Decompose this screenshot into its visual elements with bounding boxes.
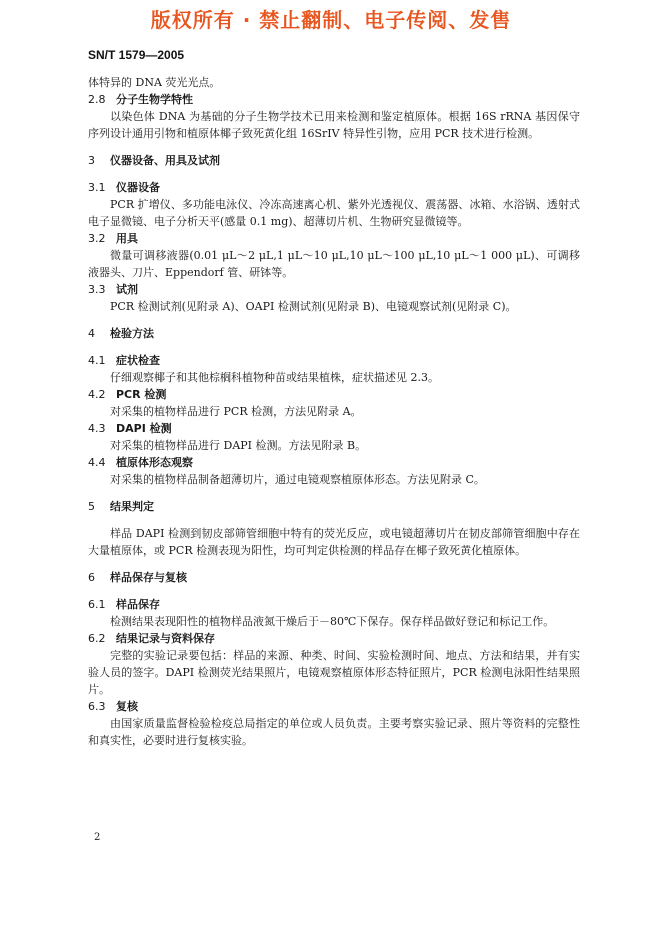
- section-number: 6.1: [88, 598, 106, 611]
- section-title: 结果记录与资料保存: [116, 632, 215, 645]
- page-number: 2: [94, 832, 101, 843]
- section-title: 样品保存: [116, 598, 160, 611]
- section-2-8-text: 以染色体 DNA 为基础的分子生物学技术已用来检测和鉴定植原体。根据 16S rRNA 基因保守序列设计通用引物和植原体椰子致死黄化组 16SrIV 特异性引物，应用 PCR 技术进行检测。: [88, 110, 580, 140]
- section-number: 4: [88, 327, 95, 340]
- section-4-3-heading: [88, 420, 580, 437]
- section-3-heading: [88, 152, 580, 169]
- section-4-4-heading: [88, 454, 580, 471]
- section-4-1-heading: [88, 352, 580, 369]
- section-6-2-heading: [88, 630, 580, 647]
- section-4-2-heading: [88, 386, 580, 403]
- section-number: 4.3: [88, 422, 106, 435]
- section-title: 分子生物学特性: [116, 93, 193, 106]
- section-title: 结果判定: [110, 500, 154, 513]
- section-6-1-text: 检测结果表现阳性的植物样品液氮干燥后于－80℃下保存。保存样品做好登记和标记工作。: [110, 615, 555, 628]
- section-number: 4.2: [88, 388, 106, 401]
- section-title: DAPI 检测: [116, 422, 172, 435]
- section-6-2-text: 完整的实验记录要包括：样品的来源、种类、时间、实验检测时间、地点、方法和结果，并有实验人员的签字。DAPI 检测荧光结果照片，电镜观察植原体形态特征照片，PCR 检测电泳阳性结果照片。: [88, 649, 580, 696]
- section-title: 仪器设备: [116, 181, 160, 194]
- section-4-4-text: 对采集的植物样品制备超薄切片，通过电镜观察植原体形态。方法见附录 C。: [110, 473, 485, 486]
- section-6-heading: [88, 569, 580, 586]
- section-4-3-text: 对采集的植物样品进行 DAPI 检测。方法见附录 B。: [110, 439, 367, 452]
- section-number: 5: [88, 500, 95, 513]
- section-6-3-text: 由国家质量监督检验检疫总局指定的单位或人员负责。主要考察实验记录、照片等资料的完整性和真实性，必要时进行复核实验。: [88, 717, 580, 747]
- section-title: 复核: [116, 700, 138, 713]
- section-number: 6.2: [88, 632, 106, 645]
- section-title: 症状检查: [116, 354, 160, 367]
- section-title: 植原体形态观察: [116, 456, 193, 469]
- section-2-8-heading: [88, 91, 580, 108]
- section-title: 样品保存与复核: [110, 571, 187, 584]
- standard-code: SN/T 1579—2005: [88, 48, 185, 62]
- section-3-2-text: 微量可调移液器(0.01 μL～2 μL,1 μL～10 μL,10 μL～100 μL,10 μL～1 000 μL)、可调移液器头、刀片、Eppendorf 管、研钵等。: [88, 249, 580, 279]
- section-title: 用具: [116, 232, 138, 245]
- section-5-text: 样品 DAPI 检测到韧皮部筛管细胞中特有的荧光反应，或电镜超薄切片在韧皮部筛管细胞中存在大量植原体，或 PCR 检测表现为阳性，均可判定供检测的样品存在椰子致死黄化植原体。: [88, 527, 580, 557]
- section-number: 3.2: [88, 232, 106, 245]
- intro-paragraph: 体特异的 DNA 荧光光点。: [88, 76, 221, 89]
- section-number: 6: [88, 571, 95, 584]
- section-5-heading: [88, 498, 580, 515]
- watermark-text: 版权所有 · 禁止翻制、电子传阅、发售: [150, 8, 512, 32]
- section-number: 3: [88, 154, 95, 167]
- section-number: 3.3: [88, 283, 106, 296]
- section-3-3-heading: [88, 281, 580, 298]
- section-number: 6.3: [88, 700, 106, 713]
- section-4-heading: [88, 325, 580, 342]
- section-number: 4.4: [88, 456, 106, 469]
- section-title: 检验方法: [110, 327, 154, 340]
- document-body: [88, 74, 580, 749]
- section-4-1-text: 仔细观察椰子和其他棕榈科植物种苗或结果植株，症状描述见 2.3。: [110, 371, 439, 384]
- section-title: PCR 检测: [116, 388, 167, 401]
- section-3-1-text: PCR 扩增仪、多功能电泳仪、冷冻高速离心机、紫外光透视仪、震荡器、冰箱、水浴锅、透射式电子显微镜、电子分析天平(感量 0.1 mg)、超薄切片机、生物研究显微镜等。: [88, 198, 580, 228]
- section-number: 4.1: [88, 354, 106, 367]
- section-3-3-text: PCR 检测试剂(见附录 A)、OAPI 检测试剂(见附录 B)、电镜观察试剂(见附录 C)。: [110, 300, 517, 313]
- section-6-3-heading: [88, 698, 580, 715]
- section-number: 3.1: [88, 181, 106, 194]
- section-3-1-heading: [88, 179, 580, 196]
- section-3-2-heading: [88, 230, 580, 247]
- section-number: 2.8: [88, 93, 106, 106]
- section-title: 试剂: [116, 283, 138, 296]
- section-6-1-heading: [88, 596, 580, 613]
- section-title: 仪器设备、用具及试剂: [110, 154, 220, 167]
- section-4-2-text: 对采集的植物样品进行 PCR 检测，方法见附录 A。: [110, 405, 362, 418]
